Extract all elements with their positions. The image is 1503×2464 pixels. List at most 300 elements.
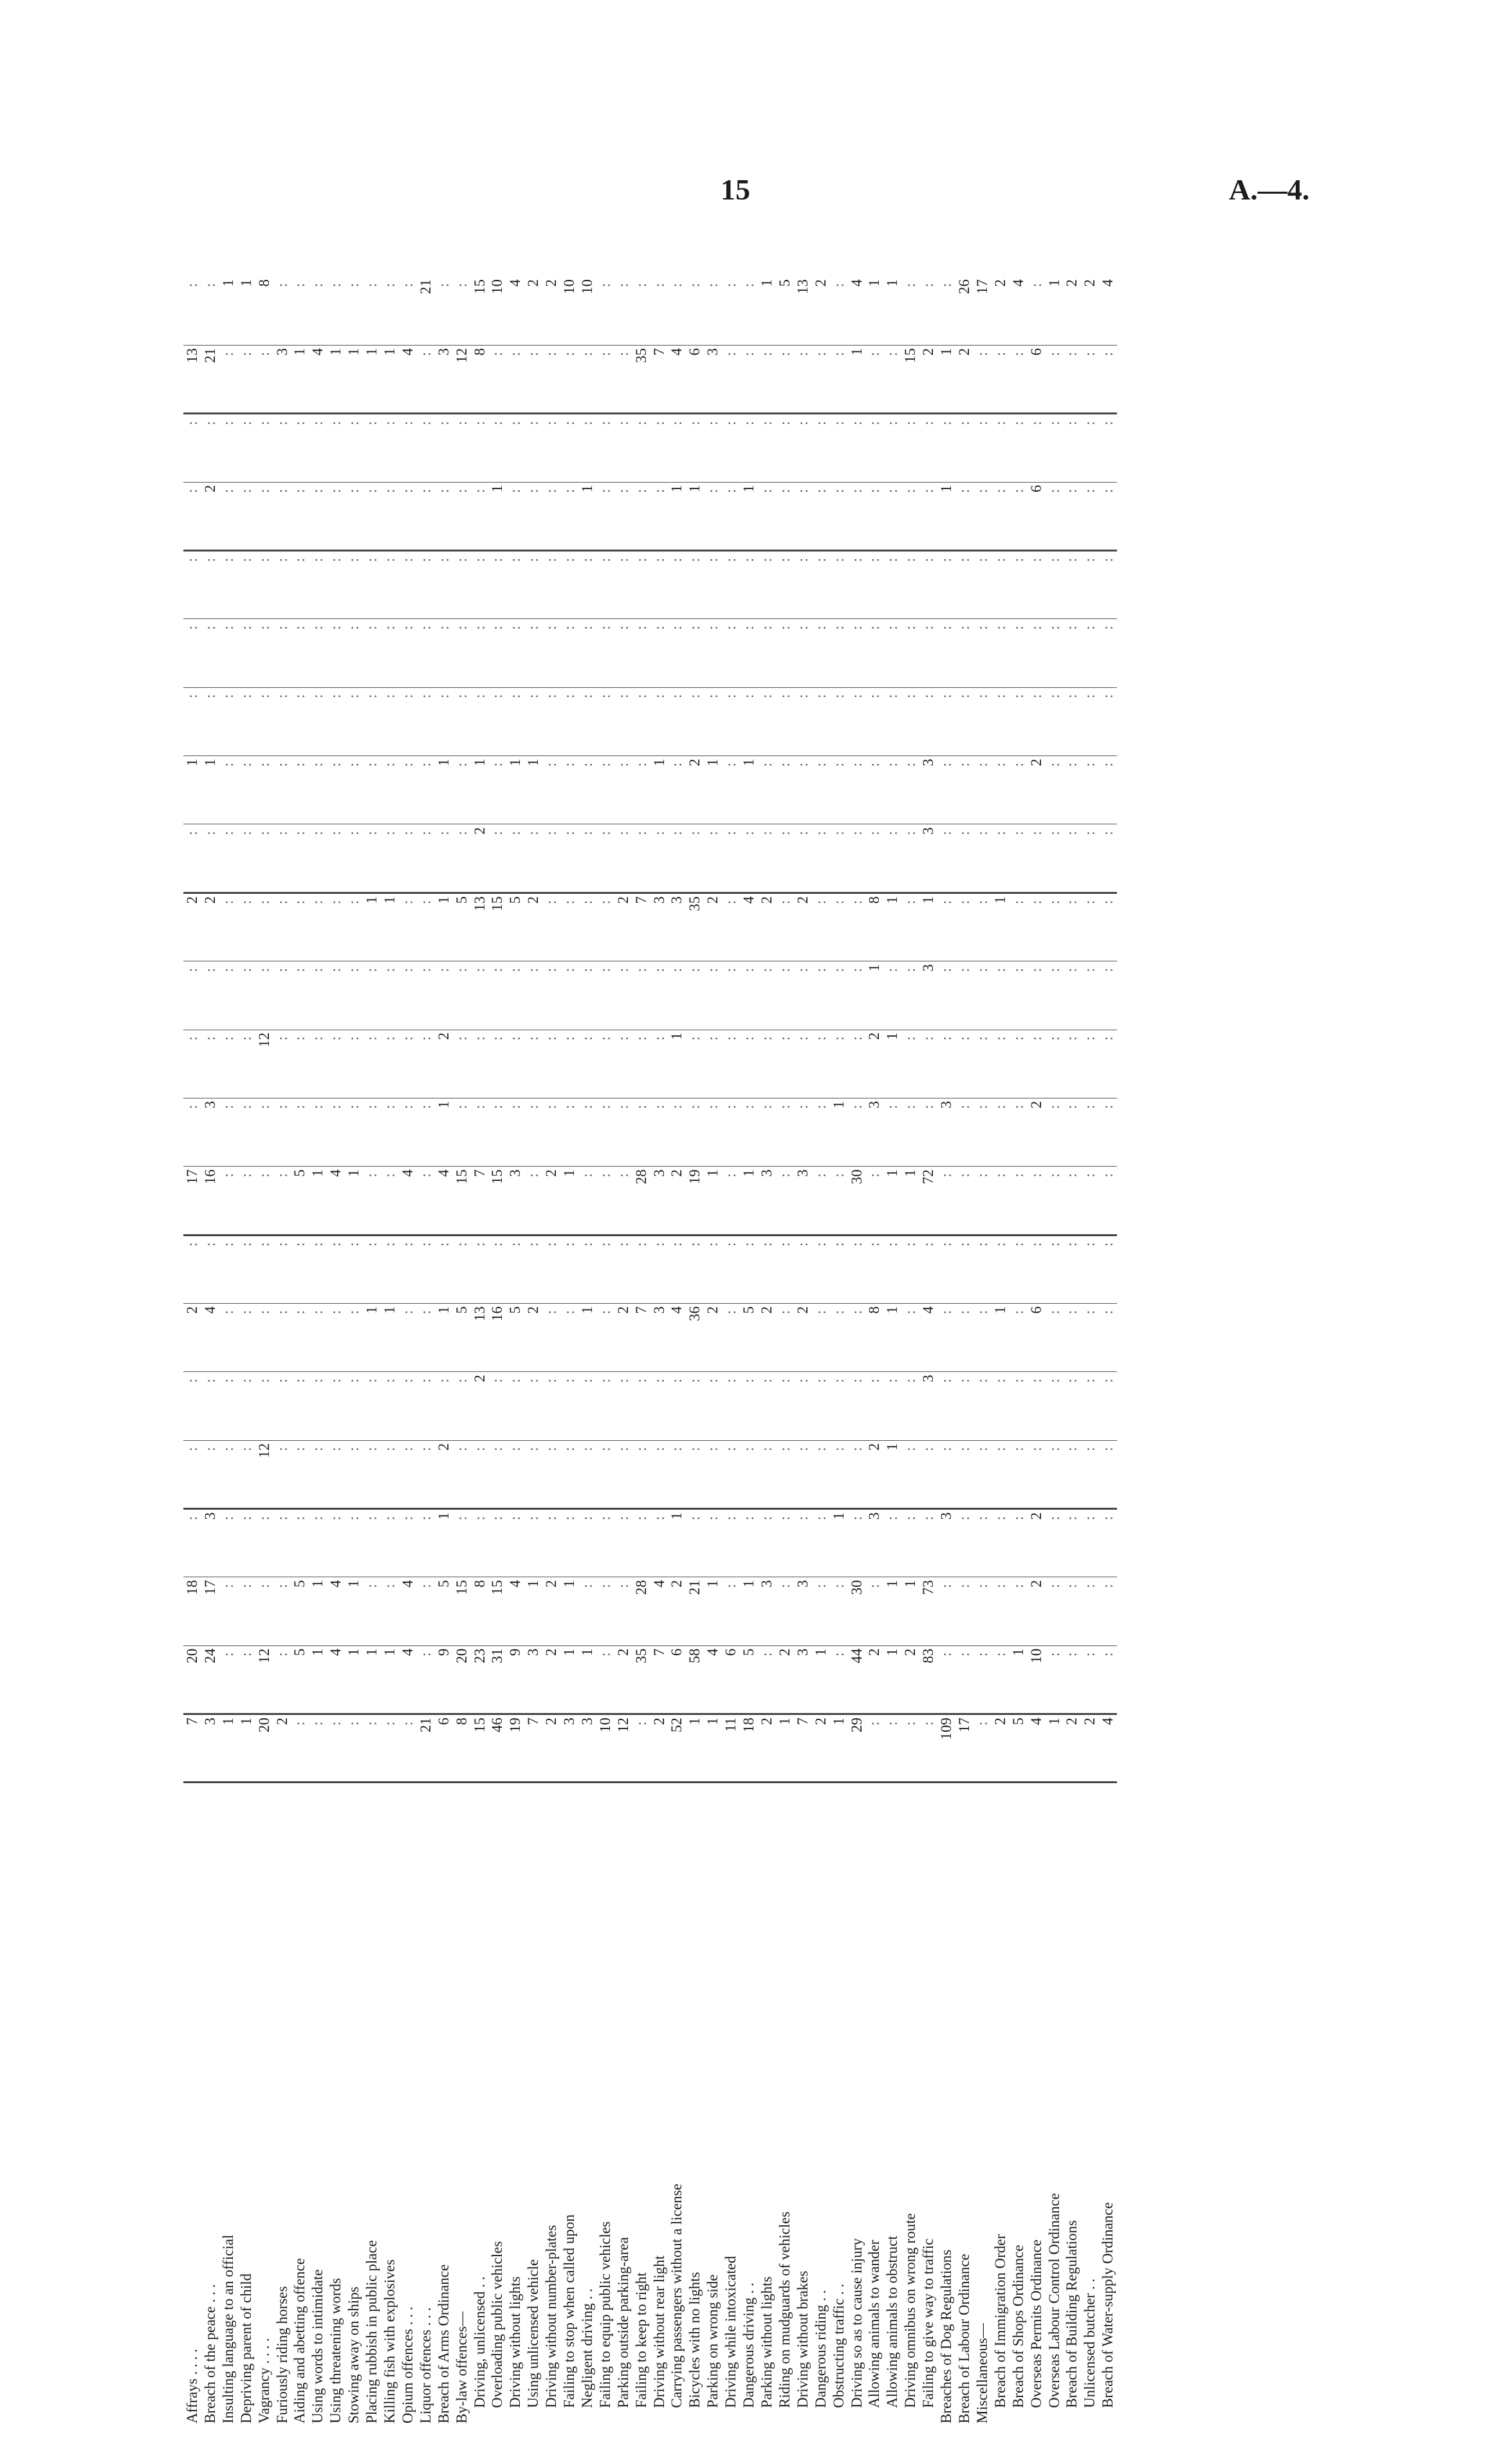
table-cell [345, 1440, 363, 1508]
table-cell: 1 [704, 756, 722, 824]
table-cell: 2 [758, 893, 776, 961]
table-cell [794, 482, 812, 550]
table-cell [650, 1030, 669, 1098]
leader-dots: : [327, 1512, 344, 1521]
table-cell [560, 1030, 578, 1098]
table-row [704, 277, 722, 2426]
table-cell: 10 [560, 277, 578, 345]
table-cell: 2 [1028, 1098, 1046, 1166]
table-cell [632, 687, 650, 755]
leader-dots: : [1082, 1169, 1098, 1178]
table-cell [937, 1167, 955, 1235]
leader-dots: : [1046, 1169, 1062, 1178]
leader-dots: : [866, 1580, 883, 1588]
table-cell: 83 [919, 1645, 937, 1714]
table-cell [237, 482, 255, 550]
leader-dots: : [346, 690, 362, 699]
table-cell [201, 414, 219, 482]
table-cell [991, 756, 1010, 824]
table-cell [704, 1098, 722, 1166]
leader-dots: : [237, 964, 254, 972]
leader-dots: : [543, 1032, 560, 1041]
table-cell [614, 345, 632, 413]
table-cell: 1 [237, 1714, 255, 1783]
table-cell [183, 961, 201, 1030]
leader-dots: : [955, 554, 972, 562]
table-cell: 28 [632, 1167, 650, 1235]
leader-dots: : [991, 1169, 1008, 1178]
table-cell: 1 [704, 1167, 722, 1235]
table-cell [794, 961, 812, 1030]
table-cell: 1 [883, 1167, 901, 1235]
table-cell [345, 277, 363, 345]
table-cell [506, 414, 524, 482]
table-cell: 13 [471, 1303, 489, 1371]
table-cell [381, 687, 399, 755]
table-cell [794, 687, 812, 755]
table-row [848, 277, 866, 2426]
leader-dots: : [776, 1580, 793, 1588]
table-cell [1063, 482, 1081, 550]
table-cell [1046, 824, 1064, 893]
table-cell [506, 824, 524, 893]
offence-label: Opium offences . . . [399, 2306, 416, 2423]
leader-dots: : [991, 1375, 1008, 1383]
table-cell [327, 756, 345, 824]
table-cell: 1 [578, 1303, 596, 1371]
table-cell [399, 824, 417, 893]
table-cell [345, 1030, 363, 1098]
table-cell [399, 1372, 417, 1440]
leader-dots: : [273, 485, 290, 494]
leader-dots: : [399, 896, 416, 905]
leader-dots: : [255, 1238, 272, 1247]
leader-dots: : [812, 1100, 829, 1109]
leader-dots: : [309, 279, 326, 288]
table-row [758, 277, 776, 2426]
table-cell [1010, 414, 1028, 482]
table-cell [219, 1577, 237, 1645]
leader-dots: : [507, 1443, 524, 1452]
table-cell [578, 893, 596, 961]
leader-dots: : [938, 279, 955, 288]
table-cell [955, 687, 973, 755]
table-cell [937, 1372, 955, 1440]
table-cell: 1 [291, 345, 309, 413]
table-cell [758, 824, 776, 893]
table-cell [363, 1098, 381, 1166]
table-cell [578, 1030, 596, 1098]
leader-dots: : [237, 1100, 254, 1109]
table-cell [1081, 345, 1099, 413]
table-cell: 8 [471, 1577, 489, 1645]
table-cell [345, 551, 363, 619]
leader-dots: : [507, 1375, 524, 1383]
table-cell [237, 1098, 255, 1166]
table-cell [506, 1098, 524, 1166]
leader-dots: : [705, 1032, 721, 1041]
table-cell [937, 1303, 955, 1371]
table-cell [1063, 1509, 1081, 1577]
leader-dots: : [687, 1238, 703, 1247]
leader-dots: : [794, 417, 811, 425]
table-cell [273, 1577, 291, 1645]
table-cell [650, 1235, 669, 1303]
table-cell: 1 [1010, 1645, 1028, 1714]
table-cell [255, 893, 273, 961]
leader-dots: : [794, 827, 811, 835]
leader-dots: : [1010, 1169, 1026, 1178]
table-cell: 1 [219, 1714, 237, 1783]
table-cell [758, 961, 776, 1030]
leader-dots: : [794, 554, 811, 562]
leader-dots: : [327, 417, 344, 425]
table-cell [291, 824, 309, 893]
table-cell [578, 961, 596, 1030]
table-cell [632, 277, 650, 345]
leader-dots: : [327, 1100, 344, 1109]
table-cell: 1 [830, 1509, 848, 1577]
table-cell: 1 [309, 1577, 327, 1645]
table-cell [291, 961, 309, 1030]
leader-dots: : [255, 827, 272, 835]
table-cell [722, 482, 740, 550]
table-cell: 15 [471, 1714, 489, 1783]
table-cell: 15 [901, 345, 919, 413]
leader-dots: : [543, 1443, 560, 1452]
table-cell [1010, 1440, 1028, 1508]
table-cell: 17 [973, 277, 991, 345]
table-cell [614, 551, 632, 619]
leader-dots: : [991, 1100, 1008, 1109]
table-cell [345, 1714, 363, 1783]
table-cell: 8 [865, 1303, 883, 1371]
leader-dots: : [812, 347, 829, 357]
offence-label: Aiding and abetting offence [291, 2258, 308, 2423]
offence-label: Furiously riding horses [273, 2286, 290, 2423]
leader-dots: : [219, 485, 236, 494]
table-cell [1010, 1030, 1028, 1098]
offence-label: Vagrancy . . . . [255, 2338, 272, 2423]
leader-dots: : [759, 1032, 775, 1041]
table-cell [201, 824, 219, 893]
table-cell [237, 1235, 255, 1303]
table-cell [1028, 619, 1046, 687]
table-cell [578, 1167, 596, 1235]
table-cell [740, 414, 758, 482]
leader-dots: : [525, 1100, 542, 1109]
leader-dots: : [991, 1648, 1008, 1657]
table-cell: 1 [883, 1303, 901, 1371]
table-cell: 2 [1063, 1714, 1081, 1783]
table-cell [1099, 824, 1117, 893]
leader-dots: : [255, 964, 272, 972]
leader-dots: : [973, 1238, 990, 1247]
table-cell [901, 414, 919, 482]
table-cell [506, 961, 524, 1030]
table-cell [345, 619, 363, 687]
leader-dots: : [489, 417, 506, 425]
table-cell [345, 414, 363, 482]
table-cell [399, 277, 417, 345]
leader-dots: : [973, 1512, 990, 1521]
leader-dots: : [327, 1238, 344, 1247]
table-cell: 13 [794, 277, 812, 345]
leader-dots: : [273, 896, 290, 905]
table-cell: 5 [453, 1303, 471, 1371]
leader-dots: : [471, 485, 488, 494]
leader-dots: : [596, 417, 613, 425]
table-cell: 2 [1081, 1714, 1099, 1783]
leader-dots: : [812, 554, 829, 562]
table-cell [740, 961, 758, 1030]
table-cell [345, 1098, 363, 1166]
table-cell: 20 [255, 1714, 273, 1783]
table-cell [686, 1030, 704, 1098]
table-cell [327, 687, 345, 755]
leader-dots: : [471, 554, 488, 562]
leader-dots: : [973, 1580, 990, 1588]
table-cell [1046, 1645, 1064, 1714]
table-cell [901, 1440, 919, 1508]
table-cell: 28 [632, 1577, 650, 1645]
leader-dots: : [830, 1306, 847, 1315]
leader-dots: : [399, 1100, 416, 1109]
table-cell: 1 [848, 345, 866, 413]
table-cell [309, 619, 327, 687]
leader-dots: : [543, 1238, 560, 1247]
table-cell [991, 824, 1010, 893]
leader-dots: : [1082, 622, 1098, 630]
table-cell [1099, 345, 1117, 413]
leader-dots: : [776, 896, 793, 905]
leader-dots: : [650, 1100, 667, 1109]
table-cell [381, 551, 399, 619]
leader-dots: : [219, 827, 236, 835]
leader-dots: : [309, 554, 326, 562]
table-cell: 5 [506, 1303, 524, 1371]
table-cell: 1 [919, 893, 937, 961]
table-cell [830, 893, 848, 961]
table-cell [237, 893, 255, 961]
leader-dots: : [184, 964, 200, 972]
table-cell: 11 [722, 1714, 740, 1783]
leader-dots: : [453, 554, 470, 562]
leader-dots: : [1064, 1100, 1080, 1109]
leader-dots: : [1028, 279, 1044, 288]
leader-dots: : [614, 827, 631, 835]
table-cell [560, 1303, 578, 1371]
table-cell: 2 [435, 1030, 453, 1098]
table-cell [237, 1577, 255, 1645]
leader-dots: : [201, 690, 218, 699]
table-cell [632, 756, 650, 824]
table-cell [722, 1577, 740, 1645]
table-cell [506, 619, 524, 687]
leader-dots: : [471, 417, 488, 425]
table-cell [973, 756, 991, 824]
table-cell [291, 1509, 309, 1577]
leader-dots: : [291, 1375, 308, 1383]
table-cell [1063, 756, 1081, 824]
table-cell [327, 482, 345, 550]
table-cell [1063, 1098, 1081, 1166]
leader-dots: : [687, 1512, 703, 1521]
leader-dots: : [902, 1100, 919, 1109]
leader-dots: : [1100, 1100, 1116, 1109]
leader-dots: : [471, 1032, 488, 1041]
table-cell [1063, 1303, 1081, 1371]
leader-dots: : [669, 964, 685, 972]
table-cell [453, 551, 471, 619]
table-cell [901, 961, 919, 1030]
leader-dots: : [346, 485, 362, 494]
table-cell [273, 1098, 291, 1166]
leader-dots: : [1082, 690, 1098, 699]
leader-dots: : [346, 279, 362, 288]
leader-dots: : [955, 1648, 972, 1657]
table-cell: 3 [435, 345, 453, 413]
table-cell [937, 1235, 955, 1303]
leader-dots: : [578, 827, 595, 835]
table-cell [776, 345, 794, 413]
leader-dots: : [417, 1169, 434, 1178]
table-cell [381, 1440, 399, 1508]
table-cell [453, 482, 471, 550]
leader-dots: : [1100, 485, 1116, 494]
table-cell [650, 1440, 669, 1508]
leader-dots: : [759, 485, 775, 494]
leader-dots: : [938, 759, 955, 767]
table-cell [937, 1645, 955, 1714]
table-cell [578, 345, 596, 413]
leader-dots: : [1010, 827, 1026, 835]
table-cell [327, 824, 345, 893]
table-cell [1010, 756, 1028, 824]
leader-dots: : [759, 1100, 775, 1109]
offence-label: Placing rubbish in public place [364, 2240, 380, 2423]
table-cell [722, 1098, 740, 1166]
table-cell [1063, 1235, 1081, 1303]
leader-dots: : [1046, 1648, 1062, 1657]
table-cell: 3 [865, 1098, 883, 1166]
table-cell [596, 1372, 614, 1440]
table-cell [183, 687, 201, 755]
table-cell [704, 277, 722, 345]
leader-dots: : [848, 1100, 865, 1109]
leader-dots: : [614, 554, 631, 562]
table-cell: 1 [865, 277, 883, 345]
leader-dots: : [1010, 896, 1026, 905]
leader-dots: : [955, 1032, 972, 1041]
leader-dots: : [973, 1648, 990, 1657]
table-cell [1099, 1098, 1117, 1166]
leader-dots: : [830, 1238, 847, 1247]
leader-dots: : [364, 964, 380, 972]
table-row [578, 277, 596, 2426]
leader-dots: : [866, 690, 883, 699]
leader-dots: : [309, 622, 326, 630]
table-cell: 10 [488, 277, 506, 345]
table-cell: 73 [919, 1577, 937, 1645]
leader-dots: : [184, 1443, 200, 1452]
leader-dots: : [669, 1443, 685, 1452]
leader-dots: : [632, 485, 649, 494]
leader-dots: : [687, 417, 703, 425]
leader-dots: : [884, 622, 901, 630]
leader-dots: : [938, 1238, 955, 1247]
table-cell: 36 [686, 1303, 704, 1371]
table-cell [848, 482, 866, 550]
table-cell [453, 1235, 471, 1303]
table-cell [417, 345, 435, 413]
table-cell [1046, 1167, 1064, 1235]
leader-dots: : [902, 1375, 919, 1383]
leader-dots: : [1010, 1100, 1026, 1109]
offence-label: Breach of the peace . . . [201, 2284, 218, 2423]
leader-dots: : [435, 964, 452, 972]
table-cell: 4 [327, 1645, 345, 1714]
leader-dots: : [776, 1238, 793, 1247]
leader-dots: : [741, 1032, 757, 1041]
table-cell [542, 1372, 560, 1440]
table-cell [848, 961, 866, 1030]
table-cell [776, 893, 794, 961]
table-cell: 4 [1099, 277, 1117, 345]
offence-label: Driving while intoxicated [723, 2256, 739, 2408]
leader-dots: : [364, 1512, 380, 1521]
table-cell [1010, 1509, 1028, 1577]
table-cell [219, 687, 237, 755]
table-cell: 4 [704, 1645, 722, 1714]
table-cell: 3 [273, 345, 291, 413]
table-cell [848, 687, 866, 755]
table-cell [776, 1440, 794, 1508]
leader-dots: : [848, 417, 865, 425]
table-cell [542, 1303, 560, 1371]
table-cell [722, 1509, 740, 1577]
table-cell [471, 1509, 489, 1577]
table-cell [1010, 551, 1028, 619]
table-cell [1028, 1030, 1046, 1098]
leader-dots: : [1100, 417, 1116, 425]
table-cell: 2 [704, 893, 722, 961]
table-cell [704, 619, 722, 687]
table-cell: 2 [865, 1645, 883, 1714]
leader-dots: : [364, 279, 380, 288]
table-cell [991, 687, 1010, 755]
table-cell [901, 482, 919, 550]
leader-dots: : [399, 827, 416, 835]
table-cell: 1 [345, 1577, 363, 1645]
leader-dots: : [902, 1443, 919, 1452]
leader-dots: : [614, 1238, 631, 1247]
leader-dots: : [1028, 1238, 1044, 1247]
table-cell [453, 1098, 471, 1166]
table-cell: 5 [291, 1645, 309, 1714]
table-cell: 16 [488, 1303, 506, 1371]
table-cell [740, 277, 758, 345]
table-cell [614, 1235, 632, 1303]
table-cell [722, 277, 740, 345]
leader-dots: : [255, 417, 272, 425]
leader-dots: : [453, 622, 470, 630]
table-cell: 4 [506, 277, 524, 345]
leader-dots: : [920, 1718, 937, 1726]
table-cell [381, 619, 399, 687]
table-cell [1063, 1577, 1081, 1645]
table-cell [363, 1440, 381, 1508]
